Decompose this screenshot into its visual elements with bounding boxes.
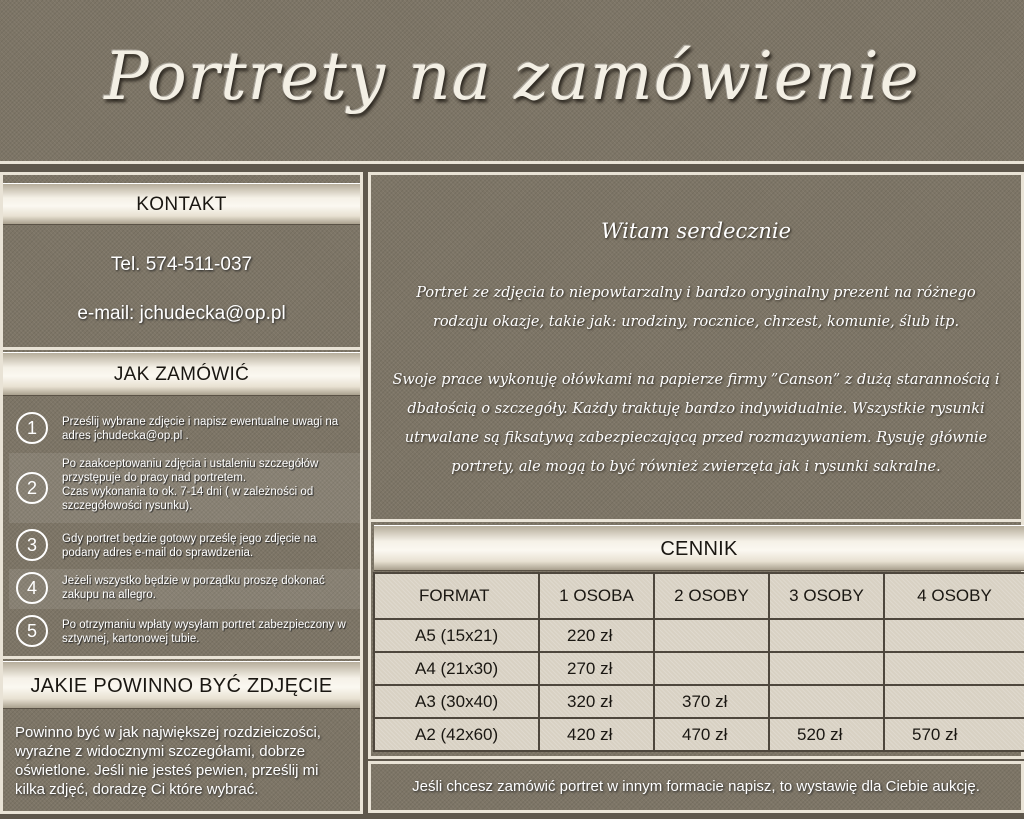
column-header: 2 OSOBY — [654, 573, 769, 619]
price-cell — [884, 652, 1024, 685]
cennik-footer-panel — [368, 761, 1024, 813]
email-address: e-mail: jchudecka@op.pl — [77, 303, 286, 324]
step-item — [9, 407, 361, 451]
price-table — [373, 572, 1024, 752]
price-cell: 370 zł — [654, 685, 769, 718]
page-header — [0, 0, 1024, 164]
jak-zamowic-panel — [0, 347, 363, 659]
step-number-icon: 5 — [16, 615, 48, 647]
step-number-icon: 1 — [16, 412, 48, 444]
price-cell: 270 zł — [539, 652, 654, 685]
column-header: 1 OSOBA — [539, 573, 654, 619]
step-item — [9, 453, 361, 523]
format-cell: A2 (42x60) — [374, 718, 539, 751]
format-cell: A4 (21x30) — [374, 652, 539, 685]
zdjecie-description: Powinno być w jak największej rozdzieiczości, wyraźne z widocznymi szczegółami, dobrze oświetlone. Jeśli nie jesteś pewien, prześlij mi kilka zdjęć, doradzę Ci które wybrać. — [15, 724, 321, 798]
step-text: Jeżeli wszystko będzie w porządku proszę dokonać zakupu na allegro. — [62, 575, 325, 601]
step-text: Po otrzymaniu wpłaty wysyłam portret zabezpieczony w sztywnej, kartonowej tubie. — [62, 619, 346, 645]
format-cell: A3 (30x40) — [374, 685, 539, 718]
price-cell — [654, 652, 769, 685]
step-text: Gdy portret będzie gotowy prześlę jego zdjęcie na podany adres e-mail do sprawdzenia. — [62, 533, 317, 559]
price-cell: 220 zł — [539, 619, 654, 652]
step-number-icon: 4 — [16, 572, 48, 604]
price-cell — [884, 685, 1024, 718]
zdjecie-heading: JAKIE POWINNO BYĆ ZDJĘCIE — [3, 661, 360, 709]
page-title: Portrety na zamówienie — [104, 38, 920, 115]
price-cell: 570 zł — [884, 718, 1024, 751]
step-item — [9, 569, 361, 609]
intro-paragraph-1: Portret ze zdjęcia to niepowtarzalny i bardzo oryginalny prezent na różnego rodzaju okazje, takie jak: urodziny, rocznice, chrzest, komunie, ślub itp. — [416, 285, 976, 330]
column-header: 4 OSOBY — [884, 573, 1024, 619]
intro-paragraph-2: Swoje prace wykonuję ołówkami na papierze firmy ”Canson” z dużą starannością i dbałością o szczegóły. Każdy traktuję bardzo indywidualnie. Wszystkie rysunki utrwalane są fiksatywą zabezpieczającą przed rozmazywaniem. Rysuję głównie portrety, ale mogą to być również zwierzęta jak i rysunki sakralne. — [392, 372, 1000, 475]
step-number-icon: 2 — [16, 472, 48, 504]
step-text: Prześlij wybrane zdjęcie i napisz ewentualne uwagi na adres jchudecka@op.pl . — [62, 416, 339, 442]
price-table-header — [374, 573, 1024, 619]
price-cell: 520 zł — [769, 718, 884, 751]
price-cell — [769, 685, 884, 718]
price-cell — [769, 652, 884, 685]
price-cell — [884, 619, 1024, 652]
cennik-footer-note: Jeśli chcesz zamówić portret w innym formacie napisz, to wystawię dla Ciebie aukcję. — [412, 778, 980, 795]
table-row — [374, 718, 1024, 751]
column-header: 3 OSOBY — [769, 573, 884, 619]
intro-title: Witam serdecznie — [600, 219, 792, 243]
step-item — [9, 611, 361, 653]
kontakt-panel — [0, 172, 363, 350]
price-cell — [654, 619, 769, 652]
step-number-icon: 3 — [16, 529, 48, 561]
table-row — [374, 685, 1024, 718]
step-text: Po zaakceptowaniu zdjęcia i ustaleniu szczegółów przystępuje do pracy nad portretem. Czas wykonania to ok. 7-14 dni ( w zależności od szczegółowości rysunku). — [62, 458, 319, 512]
price-cell — [769, 619, 884, 652]
intro-panel — [368, 172, 1024, 522]
zdjecie-panel — [0, 656, 363, 814]
price-cell: 320 zł — [539, 685, 654, 718]
cennik-heading: CENNIK — [374, 525, 1024, 571]
price-cell: 420 zł — [539, 718, 654, 751]
price-cell: 470 zł — [654, 718, 769, 751]
phone-number: Tel. 574-511-037 — [110, 254, 253, 275]
table-row — [374, 652, 1024, 685]
table-row — [374, 619, 1024, 652]
kontakt-heading: KONTAKT — [3, 183, 360, 225]
format-cell: A5 (15x21) — [374, 619, 539, 652]
jak-zamowic-heading: JAK ZAMÓWIĆ — [3, 352, 360, 396]
column-header: FORMAT — [374, 573, 539, 619]
step-item — [9, 525, 361, 567]
